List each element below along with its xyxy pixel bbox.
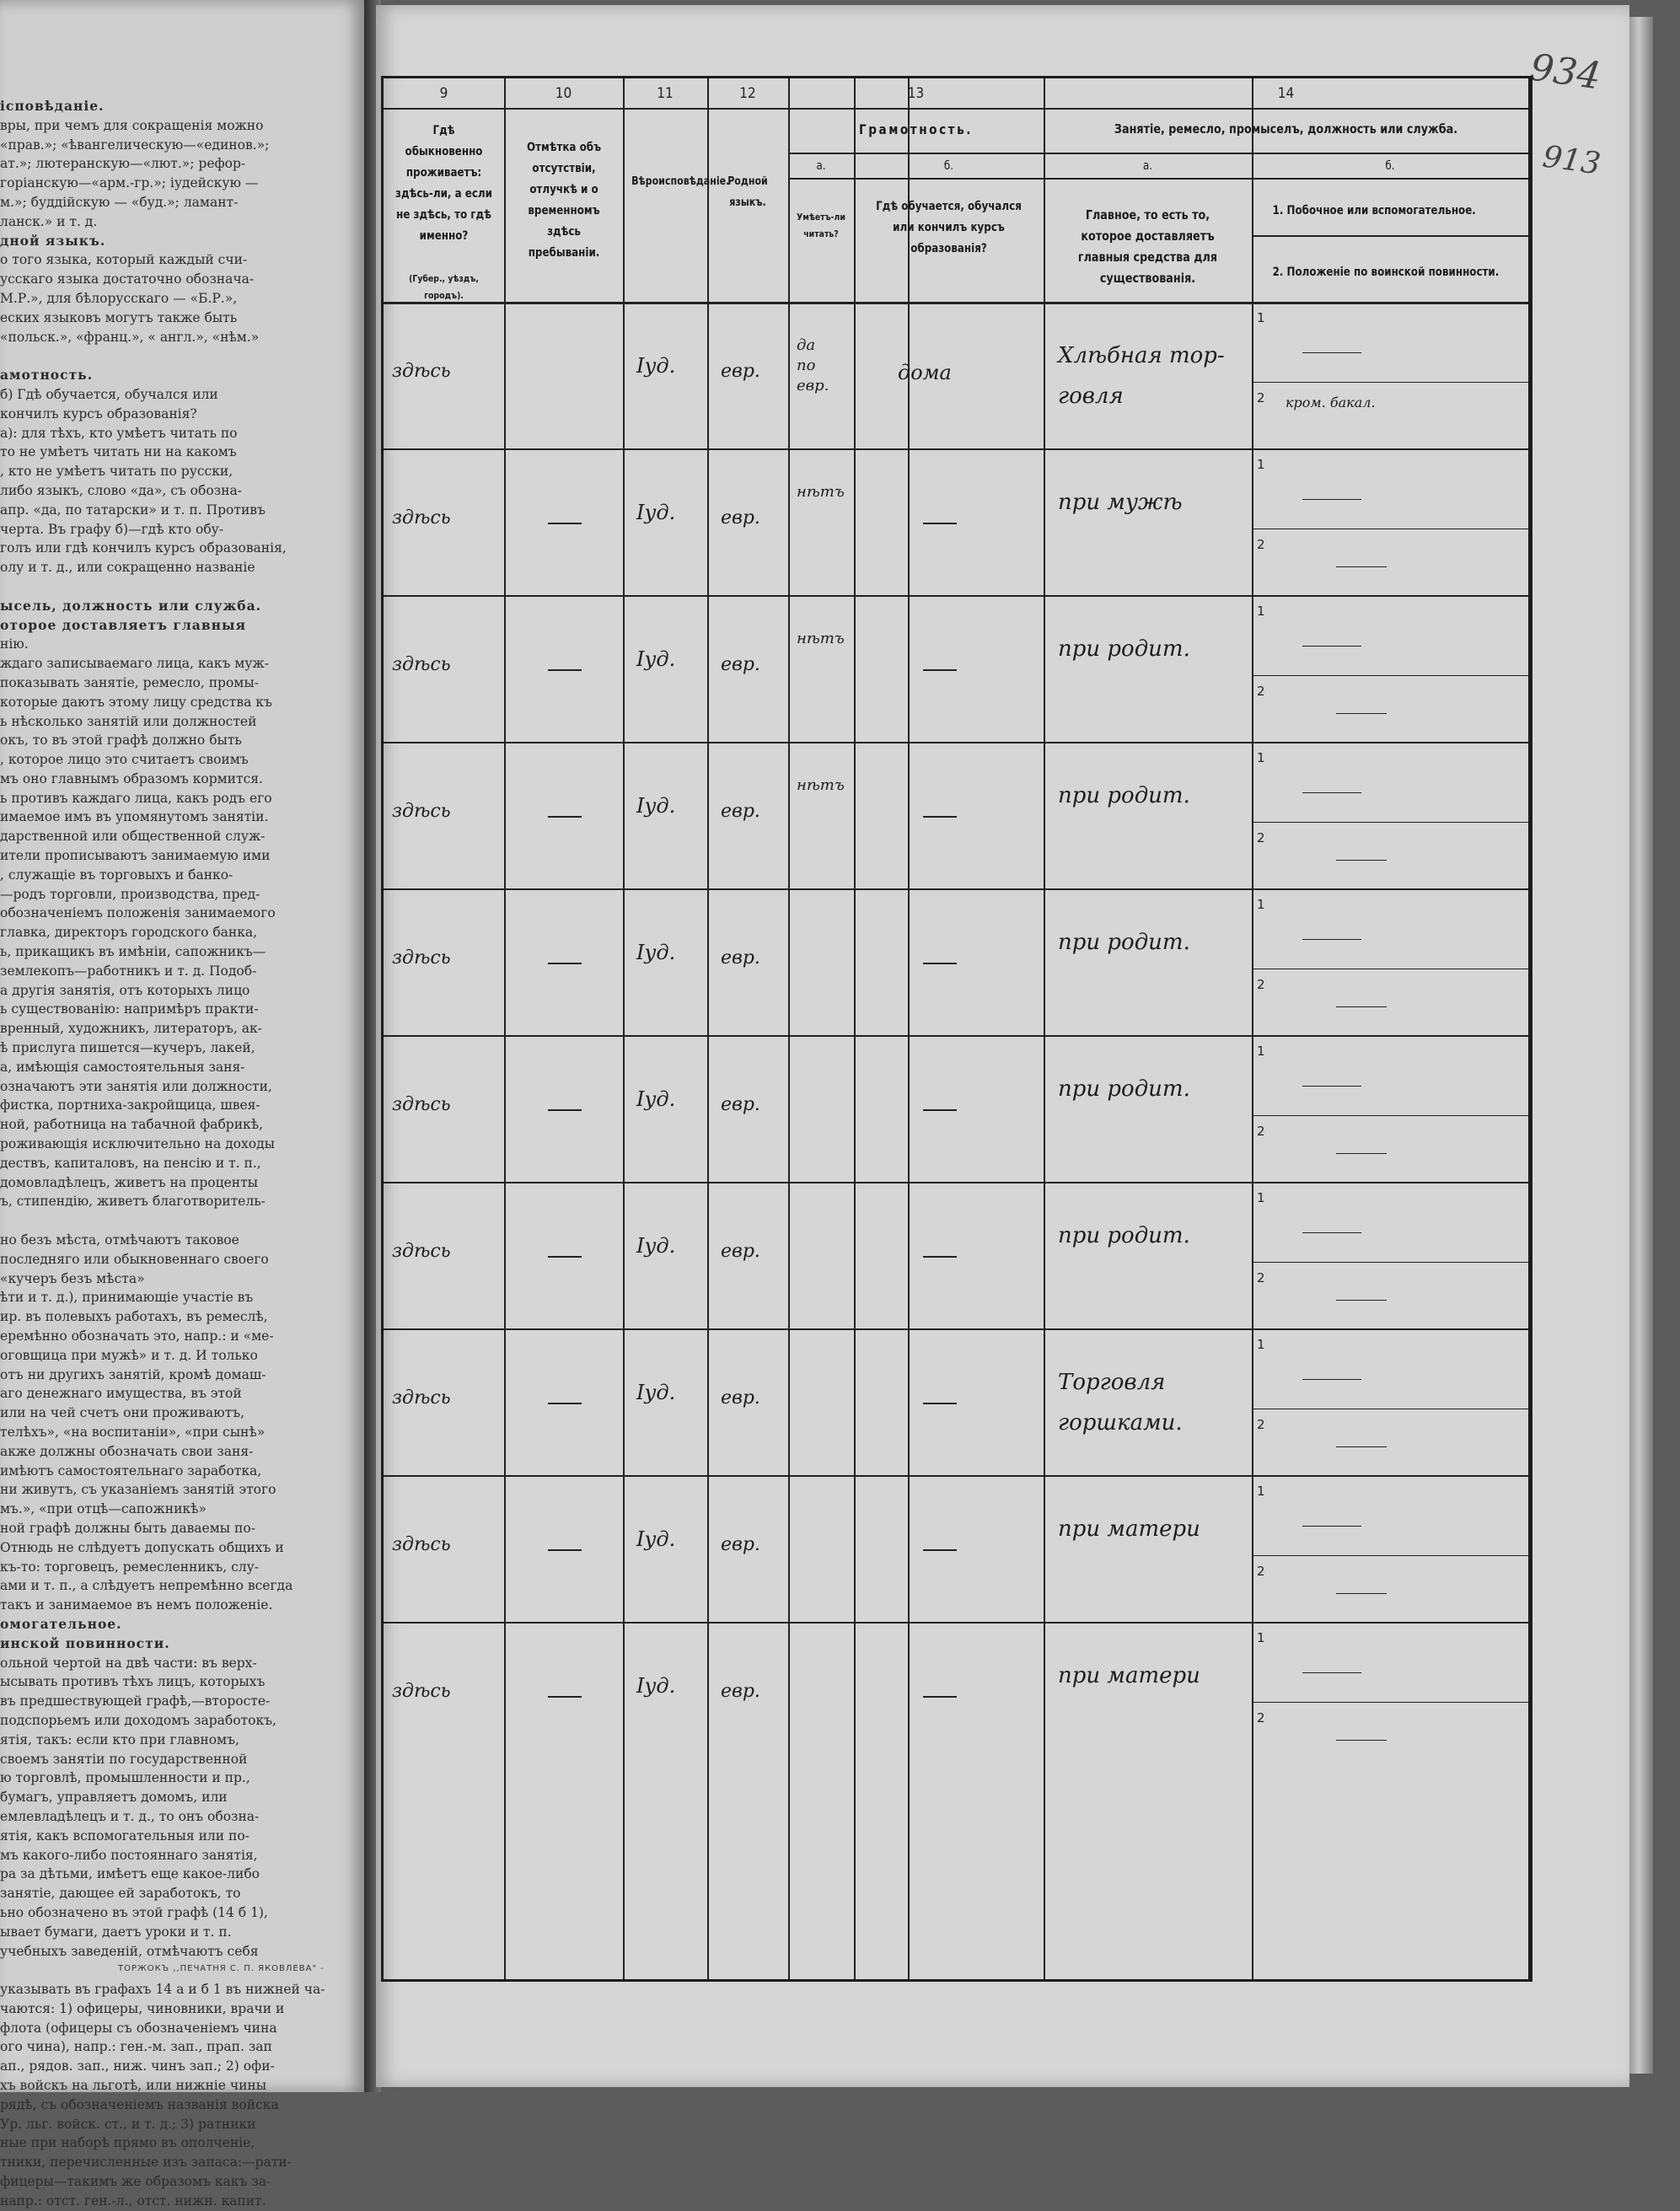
sub-label-1: 1 [1257, 1630, 1265, 1645]
instruction-line: «кучеръ безъ мѣста» [0, 1270, 145, 1286]
row-line [384, 448, 1528, 450]
header-occupation-b-letter: б. [1385, 159, 1395, 173]
instruction-line: «прав.»; «ѣвангелическую—«единов.»; [0, 137, 270, 153]
instruction-line: аго денежнаго имущества, въ этой [0, 1386, 242, 1402]
language-value: евр. [721, 1387, 760, 1409]
left-page-instructions [0, 0, 364, 2208]
instruction-line: телѣхъ», «на воспитаніи», «при сынѣ» [0, 1424, 266, 1440]
language-value: евр. [721, 1681, 760, 1702]
instruction-line: такъ и занимаемое въ немъ положеніе. [0, 1597, 273, 1613]
col-divider [504, 78, 506, 1979]
instruction-line: ого чина), напр.: ген.-м. зап., прап. зап [0, 2039, 272, 2055]
main-occupation-value: при родит. [1058, 1223, 1190, 1248]
instruction-line: ной, работница на табачной фабрикѣ, [0, 1117, 264, 1133]
language-value: евр. [721, 361, 760, 382]
education-dash [923, 1256, 957, 1258]
instruction-line: ап., рядов. зап., ниж. чинъ зап.; 2) офи- [0, 2058, 275, 2074]
sub-label-1: 1 [1257, 1484, 1265, 1499]
residence-value: здѣсь [392, 507, 451, 529]
sub-label-1: 1 [1257, 604, 1265, 619]
instruction-line: но безъ мѣста, отмѣчаютъ таковое [0, 1232, 239, 1248]
instruction-line: еских языковъ могутъ также быть [0, 309, 238, 325]
side-occupation-dash [1302, 1526, 1361, 1527]
instruction-line: отъ ни другихъ занятій, кромѣ домаш- [0, 1366, 266, 1382]
row-split-line [1252, 382, 1528, 383]
instruction-line: мъ оно главнымъ образомъ кормится. [0, 770, 263, 786]
language-value: евр. [721, 801, 760, 822]
header-absence: Отмѣтка объ отсутствіи, отлучкѣ и о временномъ здѣсь пребываніи. [526, 141, 602, 260]
sub-label-1: 1 [1257, 457, 1265, 472]
education-dash [923, 1549, 957, 1551]
header-religion: Вѣроисповѣданіе. [631, 175, 730, 188]
occupation-b-split [1252, 235, 1528, 237]
military-status-dash [1336, 1300, 1387, 1301]
sub-label-1: 1 [1257, 897, 1265, 912]
instruction-line: ѣти и т. д.), принимающіе участіе въ [0, 1290, 254, 1306]
military-status-dash [1336, 860, 1387, 861]
sub-label-2: 2 [1257, 1124, 1265, 1139]
instruction-line: о того языка, который каждый счи- [0, 252, 248, 268]
religion-value: Іуд. [636, 941, 676, 964]
instruction-line: вренный, художникъ, литераторъ, ак- [0, 1021, 262, 1037]
header-can-read: Умѣетъ-ли читать? [797, 212, 845, 239]
instruction-line [0, 346, 358, 366]
page-edge [1629, 17, 1653, 2074]
can-read-value: да по евр. [797, 336, 829, 394]
row-split-line [1252, 1702, 1528, 1703]
instruction-line: указывать въ графахъ 14 а и б 1 въ нижней ча- [0, 1982, 325, 1998]
col-divider [854, 78, 856, 1979]
instruction-line: ятія, какъ вспомогательныя или по- [0, 1827, 250, 1843]
grammar-letter-line [788, 178, 1044, 180]
main-occupation-value: при родит. [1058, 930, 1190, 955]
main-occupation-value: Торговля горшками. [1058, 1370, 1183, 1436]
instruction-line: рядѣ, съ обозначеніемъ названія войска [0, 2096, 279, 2112]
military-status-value: кром. бакал. [1285, 394, 1376, 411]
instruction-line: апр. «да, по татарски» и т. п. Противъ [0, 502, 266, 518]
absence-dash [548, 1403, 582, 1404]
instruction-line: въ предшествующей графѣ,—второсте- [0, 1693, 271, 1709]
residence-value: здѣсь [392, 1094, 451, 1115]
instruction-line: ат.»; лютеранскую—«лют.»; рефор- [0, 156, 246, 172]
sub-label-2: 2 [1257, 1270, 1265, 1285]
residence-value: здѣсь [392, 1241, 451, 1262]
row-split-line [1252, 1262, 1528, 1263]
grammar-subline [788, 153, 1044, 154]
instruction-line: ланск.» и т. д. [0, 213, 98, 229]
instruction-line: тники, перечисленные изъ запаса:—рати- [0, 2155, 292, 2171]
military-status-dash [1336, 1153, 1387, 1154]
religion-value: Іуд. [636, 1381, 676, 1404]
row-line [384, 595, 1528, 597]
absence-dash [548, 1549, 582, 1551]
residence-value: здѣсь [392, 1534, 451, 1555]
instruction-line: то не умѣетъ читать ни на какомъ [0, 444, 237, 460]
side-occupation-dash [1302, 1086, 1361, 1087]
instruction-line: олу и т. д., или сокращенно названіе [0, 560, 255, 576]
sub-label-2: 2 [1257, 684, 1265, 699]
religion-value: Іуд. [636, 1674, 676, 1698]
col-divider [1044, 78, 1045, 1979]
instruction-line: хъ войскъ на льготѣ, или нижніе чины [0, 2078, 267, 2094]
residence-value: здѣсь [392, 361, 451, 382]
education-dash [923, 1403, 957, 1404]
instruction-line: инской повинности. [0, 1634, 170, 1651]
residence-value: здѣсь [392, 947, 451, 969]
education-value: дома [898, 361, 952, 384]
instruction-line: означаютъ эти занятія или должности, [0, 1078, 272, 1094]
instruction-line: своемъ занятіи по государственной [0, 1751, 248, 1767]
row-line [384, 1475, 1528, 1477]
instruction-line: роживающія исключительно на доходы [0, 1136, 275, 1152]
col-divider [707, 78, 709, 1979]
header-literacy: Грамотность. [859, 121, 973, 137]
instruction-line: мъ.», «при отцѣ—сапожникѣ» [0, 1501, 207, 1517]
sub-label-2: 2 [1257, 1710, 1265, 1725]
side-occupation-dash [1302, 646, 1361, 647]
instruction-line: имаемое имъ въ упомянутомъ занятіи. [0, 809, 269, 825]
absence-dash [548, 523, 582, 524]
sub-label-2: 2 [1257, 977, 1265, 992]
row-line [384, 742, 1528, 743]
religion-value: Іуд. [636, 501, 676, 524]
instruction-line: ни живутъ, съ указаніемъ занятій этого [0, 1482, 276, 1498]
main-occupation-value: при родит. [1058, 636, 1190, 662]
education-dash [923, 816, 957, 818]
sub-label-2: 2 [1257, 1417, 1265, 1432]
residence-value: здѣсь [392, 1681, 451, 1702]
instruction-line: ольной чертой на двѣ части: въ верх- [0, 1655, 257, 1671]
instruction-line: фицеры—такимъ же образомъ какъ за- [0, 2174, 271, 2190]
language-value: евр. [721, 1241, 760, 1262]
military-status-dash [1336, 1593, 1387, 1594]
colnum-14: 14 [1277, 85, 1295, 102]
instruction-line: усскаго языка достаточно обознача- [0, 271, 255, 287]
occupation-subline [1044, 153, 1528, 154]
religion-value: Іуд. [636, 1087, 676, 1111]
instruction-line: ю торговлѣ, промышленности и пр., [0, 1770, 250, 1786]
instruction-line: ь существованію: напримѣръ практи- [0, 1001, 259, 1017]
main-occupation-value: при матери [1058, 1516, 1200, 1542]
instruction-line: , которое лицо это считаетъ своимъ [0, 752, 249, 768]
instruction-line: ятія, такъ: если кто при главномъ, [0, 1731, 239, 1747]
main-occupation-value: при матери [1058, 1663, 1200, 1688]
language-value: евр. [721, 654, 760, 675]
colnum-9: 9 [439, 85, 448, 102]
instruction-line: ъ, стипендію, живетъ благотворитель- [0, 1194, 266, 1210]
instruction-line: главка, директоръ городского банка, [0, 925, 258, 941]
instruction-line: ра за дѣтьми, имѣетъ еще какое-либо [0, 1866, 260, 1882]
row-split-line [1252, 675, 1528, 676]
absence-dash [548, 963, 582, 964]
instruction-line: черта. Въ графу б)—гдѣ кто обу- [0, 521, 224, 537]
education-dash [923, 1696, 957, 1698]
instruction-line: напр.: отст. ген.-л., отст. нижн. капит. [0, 2192, 266, 2208]
instruction-line: бумагъ, управляетъ домомъ, или [0, 1790, 228, 1806]
header-education: Гдѣ обучается, обучался или кончилъ курсъ образованія? [876, 200, 1022, 255]
instruction-line: ители прописываютъ занимаемую ими [0, 848, 271, 864]
language-value: евр. [721, 1094, 760, 1115]
instruction-line: домовладѣлецъ, живетъ на проценты [0, 1174, 258, 1190]
instruction-line: ісповѣданіе. [0, 98, 105, 114]
religion-value: Іуд. [636, 354, 676, 378]
instruction-line: Ур. льг. войск. ст., и т. д.; 3) ратники [0, 2116, 256, 2132]
instruction-line: ь, прикащикъ въ имѣніи, сапожникъ— [0, 944, 266, 960]
instruction-line: имѣютъ самостоятельнаго заработка, [0, 1462, 262, 1478]
instruction-line: оговщица при мужѣ» и т. д. И только [0, 1347, 258, 1363]
instruction-line: Отнюдь не слѣдуетъ допускать общихъ и [0, 1539, 284, 1555]
instruction-line: голъ или гдѣ кончилъ курсъ образованія, [0, 540, 287, 556]
main-occupation-value: при родит. [1058, 783, 1190, 808]
sub-label-2: 2 [1257, 390, 1265, 405]
header-literacy-b-letter: б. [943, 159, 954, 173]
header-bottom-line [384, 302, 1528, 304]
colnum-10: 10 [555, 85, 572, 102]
sub-label-2: 2 [1257, 537, 1265, 552]
side-occupation-dash [1302, 1232, 1361, 1233]
absence-dash [548, 669, 582, 671]
side-occupation-dash [1302, 499, 1361, 500]
row-split-line [1252, 1115, 1528, 1116]
row-split-line [1252, 1555, 1528, 1556]
col-divider [1252, 78, 1253, 1979]
instruction-line: нію. [0, 636, 29, 652]
instruction-line: дествъ, капиталовъ, на пенсію и т. п., [0, 1155, 261, 1171]
education-dash [923, 669, 957, 671]
instruction-line [0, 1211, 358, 1231]
instruction-line: дной языкъ. [0, 232, 106, 249]
header-residence-note: (Губер., уѣздъ, городъ). [409, 273, 479, 301]
col-divider [623, 78, 625, 1979]
instruction-line: вры, при чемъ для сокращенія можно [0, 117, 264, 133]
instruction-line: ѣ прислуга пишется—кучеръ, лакей, [0, 1040, 255, 1056]
instruction-line: последняго или обыкновеннаго своего [0, 1251, 269, 1267]
row-line [384, 1328, 1528, 1330]
header-occupation-a-letter: а. [1142, 159, 1153, 173]
military-status-dash [1336, 1006, 1387, 1007]
instruction-line: ами и т. п., а слѣдуетъ непремѣнно всегда [0, 1578, 293, 1594]
main-occupation-value: при родит. [1058, 1076, 1190, 1102]
instruction-line: , кто не умѣетъ читать по русски, [0, 464, 233, 480]
row-split-line [1252, 822, 1528, 823]
sub-label-2: 2 [1257, 1564, 1265, 1579]
side-occupation-dash [1302, 352, 1361, 353]
instruction-line: ь нѣсколько занятій или должностей [0, 713, 257, 729]
instruction-line: а): для тѣхъ, кто умѣетъ читать по [0, 425, 238, 441]
instruction-line: подспорьемъ или доходомъ заработокъ, [0, 1712, 276, 1728]
instruction-line: ывает бумаги, даетъ уроки и т. п. [0, 1924, 232, 1940]
instruction-line: ысывать противъ тѣхъ лицъ, которыхъ [0, 1674, 266, 1690]
side-occupation-dash [1302, 792, 1361, 793]
absence-dash [548, 1256, 582, 1258]
instruction-line: м.»; буддійскую — «буд.»; ламант- [0, 194, 239, 210]
religion-value: Іуд. [636, 1527, 676, 1551]
instruction-line: омогательное. [0, 1615, 122, 1632]
row-line [384, 1035, 1528, 1037]
col-divider [788, 78, 790, 1979]
sub-label-1: 1 [1257, 310, 1265, 325]
instruction-line: кончилъ курсъ образованія? [0, 405, 197, 421]
header-occupation: Занятіе, ремесло, промыселъ, должность или служба. [1114, 121, 1458, 137]
instruction-line: емлевладѣлецъ и т. д., то онъ обозна- [0, 1808, 260, 1824]
instruction-line: оторое доставляетъ главныя [0, 616, 246, 633]
education-dash [923, 1109, 957, 1111]
colnum-line [384, 108, 1528, 110]
instruction-line: а другія занятія, отъ которыхъ лицо [0, 982, 250, 998]
can-read-value: нѣтъ [797, 776, 845, 794]
instruction-line: обозначеніемъ положенія занимаемого [0, 905, 276, 921]
colnum-12: 12 [739, 85, 756, 102]
instruction-line: амотность. [0, 367, 94, 384]
instruction-line: занятіе, дающее ей заработокъ, то [0, 1886, 241, 1902]
can-read-value: нѣтъ [797, 483, 845, 501]
religion-value: Іуд. [636, 1234, 676, 1258]
instruction-line: дарственной или общественной служ- [0, 829, 266, 845]
instruction-line: или на чей счетъ они проживаютъ, [0, 1405, 244, 1421]
instruction-line: б) Гдѣ обучается, обучался или [0, 386, 218, 402]
instruction-line: еремѣнно обозначать это, напр.: и «ме- [0, 1328, 274, 1344]
main-occupation-value: при мужѣ [1058, 490, 1183, 515]
row-line [384, 1622, 1528, 1623]
instruction-line: ьно обозначено въ этой графѣ (14 б 1), [0, 1904, 268, 1920]
instruction-line: горіанскую—«арм.-гр.»; іудейскую — [0, 175, 259, 191]
instruction-line: ной графѣ должны быть даваемы по- [0, 1520, 255, 1536]
header-literacy-a-letter: а. [816, 159, 826, 173]
sub-label-2: 2 [1257, 830, 1265, 845]
instruction-line: флота (офицеры съ обозначеніемъ чина [0, 2020, 277, 2036]
archive-number-second: 913 [1540, 139, 1603, 182]
instruction-line: акже должны обозначать свои заня- [0, 1443, 254, 1459]
instruction-line: ысель, должность или служба. [0, 597, 262, 614]
instruction-line: мъ какого-либо постояннаго занятія, [0, 1847, 258, 1863]
instructions-text [0, 97, 358, 2211]
instruction-line: которые даютъ этому лицу средства къ [0, 694, 272, 710]
religion-value: Іуд. [636, 794, 676, 818]
instruction-line: ные при наборѣ прямо въ ополченіе, [0, 2135, 255, 2151]
instruction-line: «польск.», «франц.», « англ.», «нѣм.» [0, 329, 260, 345]
archive-number-top: 934 [1527, 46, 1604, 99]
military-status-dash [1336, 1740, 1387, 1741]
header-main-occupation: Главное, то есть то, которое доставляетъ главныя средства для существованія. [1077, 207, 1218, 286]
instruction-line: либо языкъ, слово «да», съ обозна- [0, 482, 242, 498]
header-residence: Гдѣ обыкновенно проживаетъ: здѣсь-ли, а если не здѣсь, то гдѣ именно? [395, 124, 492, 243]
side-occupation-dash [1302, 939, 1361, 940]
instruction-line: окъ, то въ этой графѣ должно быть [0, 733, 242, 749]
instruction-line: , служащіе въ торговыхъ и банко- [0, 867, 233, 883]
language-value: евр. [721, 507, 760, 529]
sub-label-1: 1 [1257, 1190, 1265, 1205]
sub-label-1: 1 [1257, 1044, 1265, 1059]
main-occupation-value: Хлѣбная тор- говля [1058, 343, 1225, 409]
instruction-line: учебныхъ заведеній, отмѣчаютъ себя [0, 1943, 259, 1959]
row-line [384, 888, 1528, 890]
printer-footer: ТОРЖОКЪ ,,ПЕЧАТНЯ С. П. ЯКОВЛЕВА" - [118, 1964, 325, 1973]
sub-label-1: 1 [1257, 1337, 1265, 1352]
absence-dash [548, 816, 582, 818]
education-dash [923, 523, 957, 524]
residence-value: здѣсь [392, 654, 451, 675]
residence-value: здѣсь [392, 1387, 451, 1409]
row-line [384, 1182, 1528, 1183]
religion-value: Іуд. [636, 647, 676, 671]
instruction-line: чаются: 1) офицеры, чиновники, врачи и [0, 2000, 285, 2016]
residence-value: здѣсь [392, 801, 451, 822]
language-value: евр. [721, 947, 760, 969]
side-occupation-dash [1302, 1672, 1361, 1673]
instruction-line: М.Р.», для бѣлорусскаго — «Б.Р.», [0, 290, 238, 306]
instruction-line: фистка, портниха-закройщица, швея- [0, 1097, 260, 1114]
absence-dash [548, 1109, 582, 1111]
instruction-line: ь противъ каждаго лица, какъ родъ его [0, 790, 272, 806]
instruction-line: къ-то: торговецъ, ремесленникъ, слу- [0, 1559, 260, 1575]
colnum-13: 13 [907, 85, 925, 102]
instruction-line: показывать занятіе, ремесло, промы- [0, 674, 259, 690]
instruction-line: ир. въ полевыхъ работахъ, въ ремеслѣ, [0, 1309, 268, 1325]
colnum-11: 11 [657, 85, 674, 102]
side-occupation-dash [1302, 1379, 1361, 1380]
can-read-value: нѣтъ [797, 630, 845, 647]
absence-dash [548, 1696, 582, 1698]
military-status-dash [1336, 1446, 1387, 1447]
military-status-dash [1336, 566, 1387, 567]
instruction-line: а, имѣющія самостоятельныя заня- [0, 1059, 245, 1075]
instruction-line: землекопъ—работникъ и т. д. Подоб- [0, 963, 257, 979]
header-side-occupation: 1. Побочное или вспомогательное. [1272, 204, 1476, 217]
instruction-line: —родъ торговли, производства, пред- [0, 886, 260, 902]
sub-label-1: 1 [1257, 750, 1265, 765]
military-status-dash [1336, 713, 1387, 714]
occupation-letter-line [1044, 178, 1528, 180]
education-dash [923, 963, 957, 964]
census-table [381, 76, 1532, 1982]
instruction-line: ждаго записываемаго лица, какъ муж- [0, 656, 269, 672]
header-native-language: Родной языкъ. [727, 175, 768, 209]
instruction-line [0, 577, 358, 597]
language-value: евр. [721, 1534, 760, 1555]
header-military-status: 2. Положеніе по воинской повинности. [1272, 266, 1500, 279]
